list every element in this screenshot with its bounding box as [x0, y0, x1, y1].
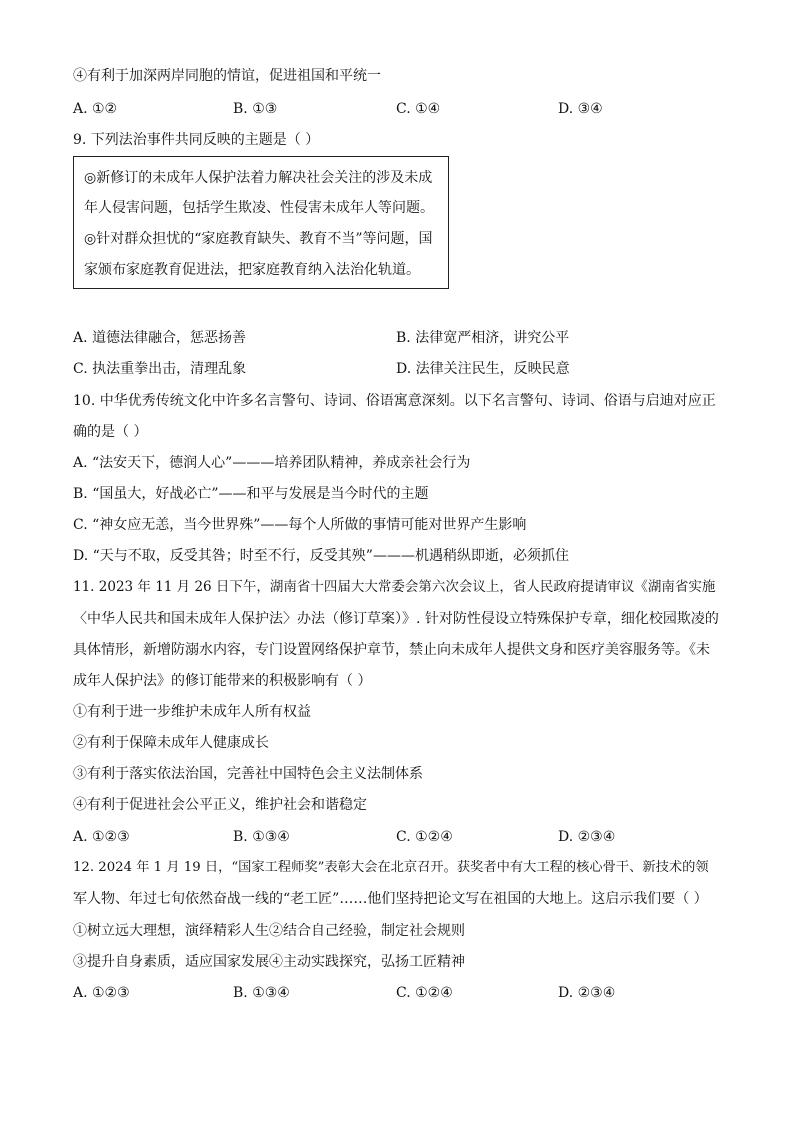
q12-option-a: A. ①②③ [73, 985, 130, 1001]
q9-option-d: D. 法律关注民生，反映民意 [396, 361, 570, 377]
q12-stem-line-2: 军人物、年过七旬依然奋战一线的“老工匠”……他们坚持把论文写在祖国的大地上。这启示我们要（ ） [73, 891, 708, 907]
q8-option-c: C. ①④ [396, 101, 441, 117]
q8-item-4: ④有利于加深两岸同胞的情谊，促进祖国和平统一 [73, 68, 381, 84]
q10-option-d: D. “天与不取，反受其咎；时至不行，反受其殃”———机遇稍纵即逝，必须抓住 [73, 548, 569, 564]
q12-option-c: C. ①②④ [396, 985, 453, 1001]
q11-item-2: ②有利于保障未成年人健康成长 [73, 735, 269, 751]
q11-option-c: C. ①②④ [396, 829, 453, 845]
q10-stem-line-1: 10. 中华优秀传统文化中许多名言警句、诗词、俗语寓意深刻。以下名言警句、诗词、俗语与启迪对应正 [73, 393, 716, 409]
q11-stem-line-2: 〈中华人民共和国未成年人保护法〉办法（修订草案）》. 针对防性侵设立特殊保护专章，细化校园欺凌的 [73, 611, 719, 627]
q11-option-a: A. ①②③ [73, 829, 130, 845]
q11-stem-line-4: 成年人保护法》的修订能带来的积极影响有（ ） [73, 673, 372, 689]
q8-option-a: A. ①② [73, 101, 118, 117]
q9-material-box [73, 156, 449, 289]
q11-item-4: ④有利于促进社会公平正义，维护社会和谐稳定 [73, 797, 367, 813]
q9-box-line-3: ◎针对群众担忧的“家庭教育缺失、教育不当”等问题，国 [84, 231, 433, 247]
q8-option-d: D. ③④ [558, 101, 603, 117]
q9-box-line-1: ◎新修订的未成年人保护法着力解决社会关注的涉及未成 [84, 170, 433, 186]
q9-option-c: C. 执法重拳出击，清理乱象 [73, 361, 247, 377]
q11-item-3: ③有利于落实依法治国，完善社中国特色会主义法制体系 [73, 766, 423, 782]
q12-stem-line-1: 12. 2024 年 1 月 19 日，“国家工程师奖”表彰大会在北京召开。获奖者中有大工程的核心骨干、新技术的领 [73, 860, 709, 875]
q12-item-line-2: ③提升自身素质，适应国家发展④主动实践探究，弘扬工匠精神 [73, 954, 465, 970]
q10-option-b: B. “国虽大，好战必亡”——和平与发展是当今时代的主题 [73, 486, 429, 502]
q12-option-d: D. ②③④ [558, 985, 616, 1001]
q9-box-line-4: 家颁布家庭教育促进法，把家庭教育纳入法治化轨道。 [84, 262, 420, 278]
q10-option-c: C. “神女应无恙，当今世界殊”——每个人所做的事情可能对世界产生影响 [73, 517, 527, 533]
q11-option-d: D. ②③④ [558, 829, 616, 845]
q11-stem-line-1: 11. 2023 年 11 月 26 日下午，湖南省十四届大大常委会第六次会议上，省人民政府提请审议《湖南省实施 [73, 579, 716, 595]
q9-stem: 9. 下列法治事件共同反映的主题是（ ） [73, 132, 320, 148]
q12-item-line-1: ①树立远大理想，演绎精彩人生②结合自己经验，制定社会规则 [73, 923, 465, 939]
q9-option-a: A. 道德法律融合，惩恶扬善 [73, 330, 247, 346]
q10-stem-line-2: 确的是（ ） [73, 424, 148, 440]
q11-option-b: B. ①③④ [233, 829, 290, 845]
q11-stem-line-3: 具体情形，新增防溺水内容，专门设置网络保护章节，禁止向未成年人提供文身和医疗美容服务等。《未 [73, 642, 710, 658]
q11-item-1: ①有利于进一步维护未成年人所有权益 [73, 704, 311, 720]
q9-option-b: B. 法律宽严相济，讲究公平 [396, 330, 570, 346]
q10-option-a: A. “法安天下，德润人心”———培养团队精神，养成亲社会行为 [73, 455, 471, 471]
q12-option-b: B. ①③④ [233, 985, 290, 1001]
q9-box-line-2: 年人侵害问题，包括学生欺凌、性侵害未成年人等问题。 [84, 200, 434, 216]
q8-option-b: B. ①③ [233, 101, 278, 117]
